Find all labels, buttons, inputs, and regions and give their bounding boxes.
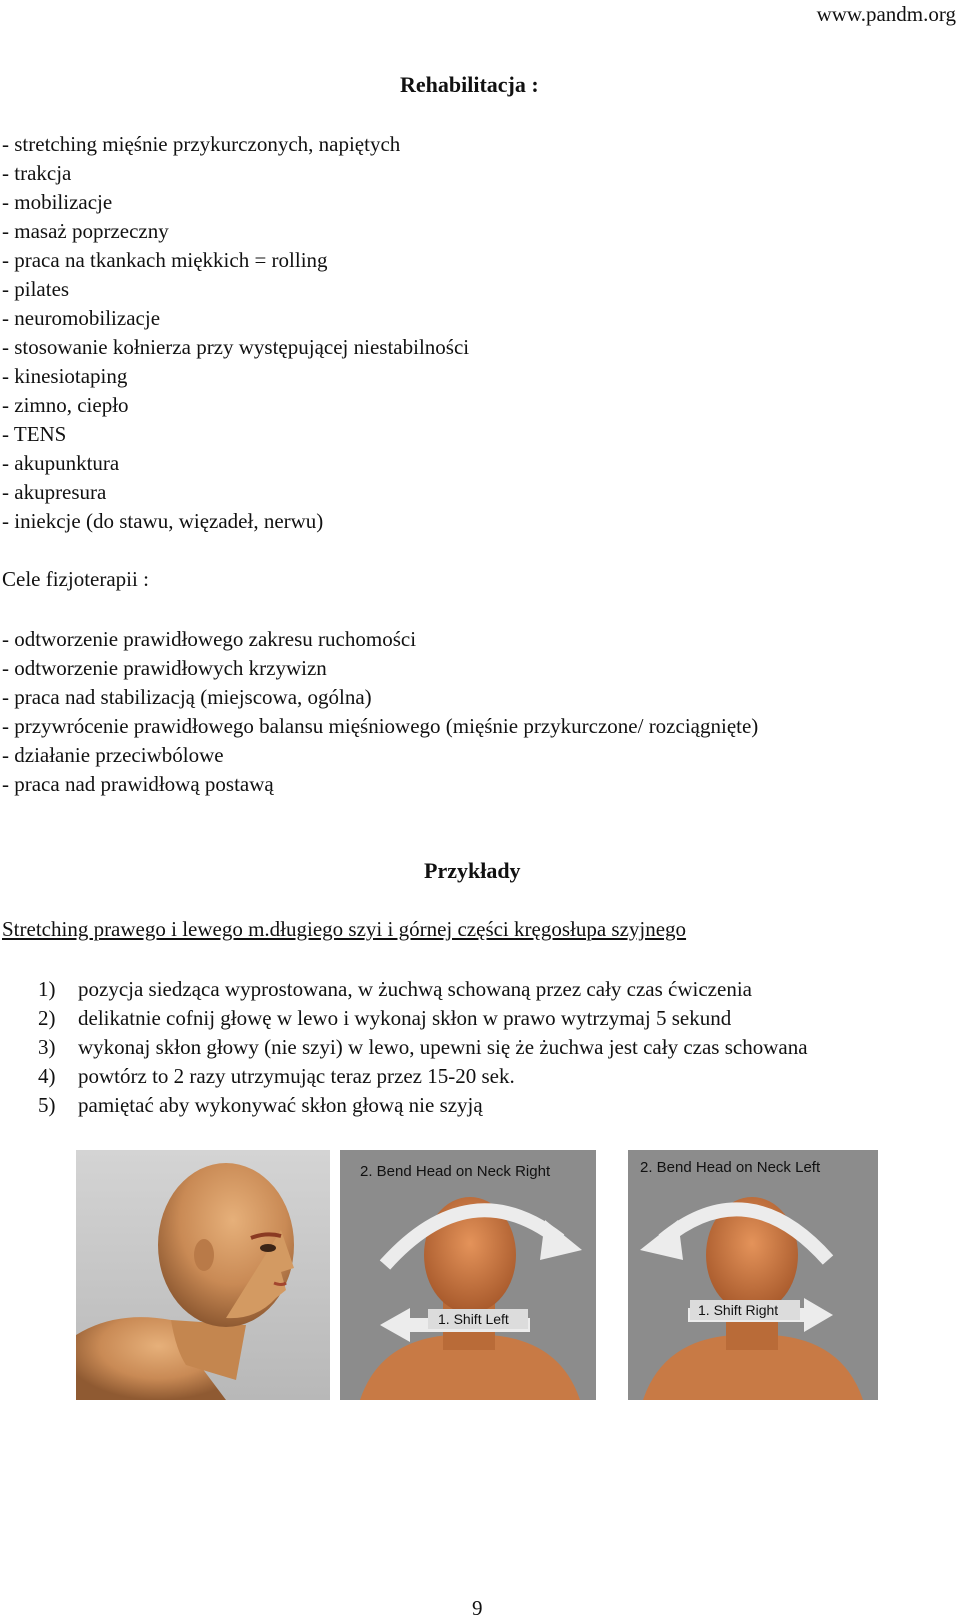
list-item: - pilates (2, 277, 70, 301)
examples-title: Przykłady (424, 858, 521, 883)
step-number: 5) (38, 1093, 56, 1117)
list-item: - stosowanie kołnierza przy występującej niestabilności (2, 335, 470, 359)
bend-label: 2. Bend Head on Neck Left (640, 1159, 821, 1176)
step-item (38, 975, 808, 1004)
step-text: powtórz to 2 razy utrzymując teraz przez 15-20 sek. (78, 1064, 515, 1088)
step-text: pamiętać aby wykonywać skłon głową nie szyją (78, 1093, 483, 1117)
list-item: - kinesiotaping (2, 364, 128, 388)
list-item: - praca nad stabilizacją (miejscowa, ogólna) (2, 685, 372, 709)
list-item: - masaż poprzeczny (2, 219, 169, 243)
list-item: - odtworzenie prawidłowego zakresu ruchomości (2, 627, 417, 651)
shift-label: 1. Shift Left (438, 1311, 509, 1327)
list-item: - mobilizacje (2, 190, 113, 214)
list-item: - iniekcje (do stawu, więzadeł, nerwu) (2, 509, 324, 533)
list-item: - trakcja (2, 161, 72, 185)
list-item: - odtworzenie prawidłowych krzywizn (2, 656, 327, 680)
list-item: - akupunktura (2, 451, 120, 475)
step-item (38, 1062, 808, 1091)
rehab-list (2, 130, 469, 536)
site-url: www.pandm.org (816, 2, 956, 26)
list-item: - stretching mięśnie przykurczonych, napiętych (2, 132, 401, 156)
page-number: 9 (472, 1596, 483, 1620)
list-item: - praca nad prawidłową postawą (2, 772, 274, 796)
step-text: wykonaj skłon głowy (nie szyi) w lewo, upewni się że żuchwa jest cały czas schowana (78, 1035, 808, 1059)
step-item (38, 1091, 808, 1120)
step-number: 4) (38, 1064, 56, 1088)
step-text: delikatnie cofnij głowę w lewo i wykonaj skłon w prawo wytrzymaj 5 sekund (78, 1006, 732, 1030)
list-item: - neuromobilizacje (2, 306, 161, 330)
step-number: 1) (38, 977, 56, 1001)
goals-title: Cele fizjoterapii : (2, 567, 149, 591)
examples-subtitle: Stretching prawego i lewego m.długiego szyi i górnej części kręgosłupa szyjnego (2, 917, 687, 941)
list-item: - TENS (2, 422, 67, 446)
list-item: - zimno, ciepło (2, 393, 129, 417)
step-item (38, 1004, 808, 1033)
step-number: 2) (38, 1006, 56, 1030)
exercise-figure-right (340, 1150, 596, 1400)
goals-list (2, 625, 758, 799)
head-profile-image (76, 1150, 330, 1400)
list-item: - przywrócenie prawidłowego balansu mięśniowego (mięśnie przykurczone/ rozciągnięte) (2, 714, 759, 738)
exercise-figure-left (628, 1150, 878, 1400)
step-number: 3) (38, 1035, 56, 1059)
list-item: - praca na tkankach miękkich = rolling (2, 248, 328, 272)
list-item: - działanie przeciwbólowe (2, 743, 224, 767)
rehab-title: Rehabilitacja : (400, 72, 539, 97)
shift-label: 1. Shift Right (698, 1302, 779, 1318)
step-item (38, 1033, 808, 1062)
bend-label: 2. Bend Head on Neck Right (360, 1163, 551, 1180)
step-text: pozycja siedząca wyprostowana, w żuchwą schowaną przez cały czas ćwiczenia (78, 977, 752, 1001)
list-item: - akupresura (2, 480, 107, 504)
steps-list (38, 975, 808, 1120)
